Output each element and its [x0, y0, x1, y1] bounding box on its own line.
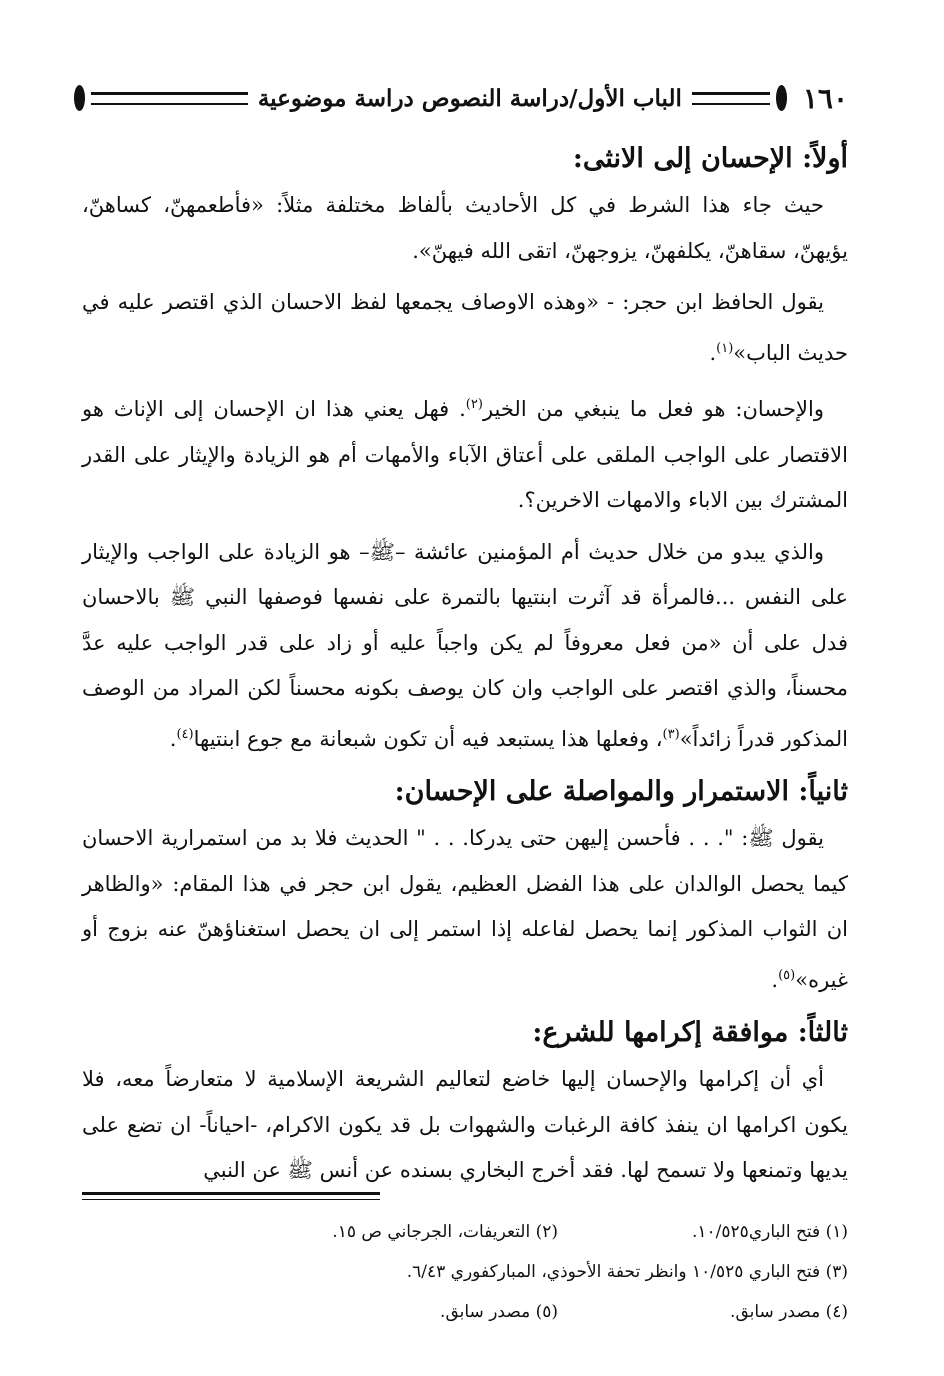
running-header	[68, 76, 848, 120]
section-heading-1: أولاً: الإحسان إلى الانثى:	[572, 143, 848, 174]
footnote-divider	[82, 1192, 380, 1195]
header-title: الباب الأول/دراسة النصوص دراسة موضوعية	[257, 84, 682, 112]
paragraph-text: يقول ﷺ: ". . . فأحسن إليهن حتى يدركا. . . " الحديث فلا بد من استمرارية الاحسان كيما يحصل الوالدان على هذا الفضل العظيم، يقول ابن حجر في هذا المقام: «والظاهر ان الثواب المذكور إنما يحصل لفاعله إذا استمر إلى ان يحصل استغناؤهنّ عنه بزوج أو غيره»	[82, 826, 848, 992]
paragraph: والذي يبدو من خلال حديث أم المؤمنين عائشة –ﷺ– هو الزيادة على الواجب والإيثار على النفس ...فالمرأة قد آثرت ابنتيها بالتمرة على نفسها فوصفها النبي ﷺ بالاحسان فدل على أن «من فعل معروفاً لم يكن واجباً عليه أو زاد على قدر الواجب عليه عدَّ محسناً، والذي اقتصر على الواجب وان كان يوصف بكونه محسناً لكن المراد من الوصف المذكور قدراً زائداً»$^{(٣)}$، وفعلها هذا يستبعد فيه أن تكون شبعانة مع جوع ابنتيها$^{(٤)}$.	[82, 539, 848, 751]
paragraph: أي أن إكرامها والإحسان إليها خاضع لتعاليم الشريعة الإسلامية لا متعارضاً معه، فلا يكون اكرامها ان ينفذ كافة الرغبات والشهوات بل قد يكون الاكرام، -احياناً- ان تضع على يديها وتمنعها ولا تسمح لها. فقد أخرج البخاري بسنده عن أنس ﷺ عن النبي	[82, 1067, 848, 1182]
footnote-ref: (٤)	[176, 726, 194, 742]
footnote-4: (٤) مصدر سابق.	[730, 1302, 848, 1322]
footnote-5: (٥) مصدر سابق.	[440, 1302, 558, 1322]
footnote-row	[82, 1252, 848, 1292]
paragraph: يقول الحافظ ابن حجر: - «وهذه الاوصاف يجمعها لفظ الاحسان الذي اقتصر عليه في حديث الباب»$^{(١)}$.	[82, 290, 848, 365]
footnote-3: (٣) فتح الباري ١٠/٥٢٥ وانظر تحفة الأحوذي، المباركفوري ٦/٤٣.	[406, 1262, 848, 1282]
page-number: ١٦٠	[802, 81, 848, 115]
footnote-1: (١) فتح الباري١٠/٥٢٥.	[692, 1222, 848, 1242]
footnote-ref: (٣)	[662, 726, 680, 742]
paragraph-text: والإحسان: هو فعل ما ينبغي من الخير	[482, 397, 824, 421]
footnote-divider-thin	[82, 1199, 380, 1200]
header-ornament-left	[74, 85, 85, 111]
body-text	[82, 135, 848, 1200]
header-rule-right	[692, 92, 770, 105]
section-heading-3: ثالثاً: موافقة إكرامها للشرع:	[532, 1017, 848, 1048]
footnote-ref: (٥)	[778, 967, 796, 983]
header-ornament-right	[776, 85, 787, 111]
footnote-2: (٢) التعريفات، الجرجاني ص ١٥.	[332, 1222, 558, 1242]
paragraph: حيث جاء هذا الشرط في كل الأحاديث بألفاظ مختلفة مثلاً: «فأطعمهنّ، كساهنّ، يؤيهنّ، سقاهنّ، يكلفهنّ، يزوجهنّ، اتقى الله فيهنّ».	[82, 193, 848, 263]
footnotes	[82, 1212, 848, 1332]
header-rule-left	[91, 92, 248, 105]
paragraph	[82, 382, 848, 524]
paragraph: يقول ﷺ: ". . . فأحسن إليهن حتى يدركا. . . " الحديث فلا بد من استمرارية الاحسان كيما يحصل الوالدان على هذا الفضل العظيم، يقول ابن حجر في هذا المقام: «والظاهر ان الثواب المذكور إنما يحصل لفاعله إذا استمر إلى ان يحصل استغناؤهنّ عنه بزوج أو غيره»$^{(٥)}$.	[82, 826, 848, 992]
section-heading-2: ثانياً: الاستمرار والمواصلة على الإحسان:	[394, 776, 848, 807]
footnote-row	[82, 1292, 848, 1332]
footnote-ref: (٢)	[465, 397, 483, 412]
paragraph-text: . فهل يعني هذا ان الإحسان إلى الإناث هو الاقتصار على الواجب الملقى على أعتاق الآباء والأمهات أم هو الزيادة والإيثار على القدر المشترك بين الاباء والامهات الاخرين؟.	[82, 397, 848, 512]
footnote-ref: (١)	[716, 340, 734, 356]
paragraph-text: والذي يبدو من خلال حديث أم المؤمنين عائشة –ﷺ– هو الزيادة على الواجب والإيثار على النفس ...فالمرأة قد آثرت ابنتيها بالتمرة على نفسها فوصفها النبي ﷺ بالاحسان فدل على أن «من فعل معروفاً لم يكن واجباً عليه أو زاد على قدر الواجب عليه عدَّ محسناً، والذي اقتصر على الواجب وان كان يوصف بكونه محسناً لكن المراد من الوصف المذكور قدراً زائداً»	[82, 539, 848, 751]
footnote-row	[82, 1212, 848, 1252]
paragraph-text: يقول الحافظ ابن حجر: - «وهذه الاوصاف يجمعها لفظ الاحسان الذي اقتصر عليه في حديث الباب»	[82, 290, 848, 365]
paragraph-text: ، وفعلها هذا يستبعد فيه أن تكون شبعانة مع جوع ابنتيها	[193, 726, 663, 751]
